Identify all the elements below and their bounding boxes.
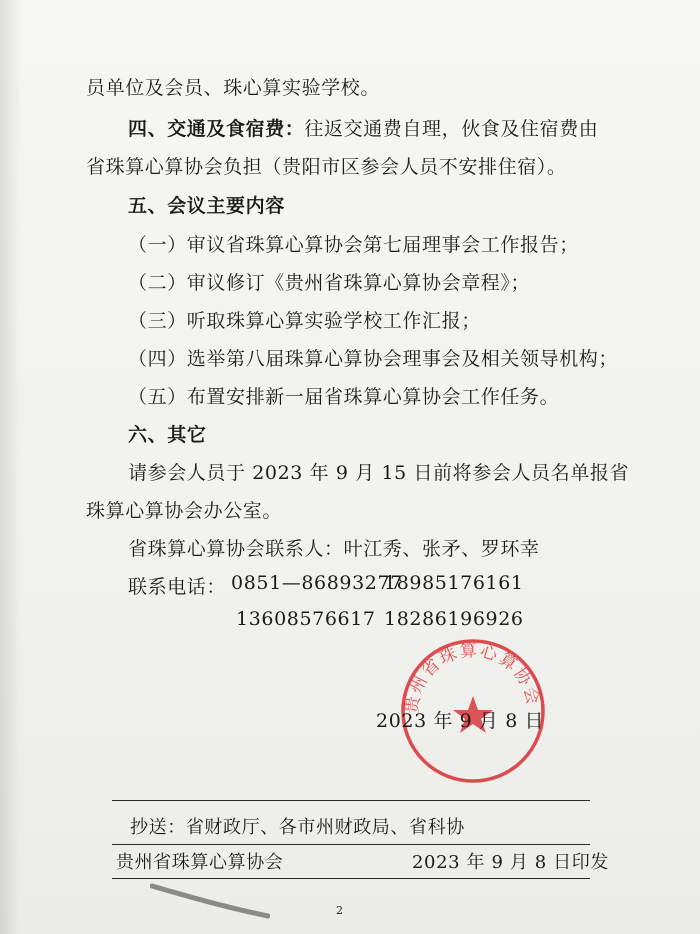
text-line-3: 省珠算心算协会负担（贵阳市区参会人员不安排住宿）。 xyxy=(86,156,567,178)
section-4-line xyxy=(128,114,598,141)
list-item-1: （一）审议省珠算心算协会第七届理事会工作报告； xyxy=(128,234,579,256)
phone-label: 联系电话： xyxy=(128,576,227,598)
cc-list: 省财政厅、各市州财政局、省科协 xyxy=(185,817,465,838)
paragraph-6-line-1: 请参会人员于 2023 年 9 月 15 日前将参会人员名单报省 xyxy=(128,462,630,484)
divider-top xyxy=(112,800,590,801)
section-4-title: 四、交通及食宿费： xyxy=(128,118,305,140)
list-item-5: （五）布置安排新一届省珠算心算协会工作任务。 xyxy=(128,386,560,408)
section-6-title: 六、其它 xyxy=(128,424,207,446)
list-item-2: （二）审议修订《贵州省珠算心算协会章程》； xyxy=(128,272,531,294)
signature-date: 2023 年 9 月 8 日 xyxy=(376,710,545,732)
scan-shadow xyxy=(0,0,22,934)
phone-number-3: 13608576617 xyxy=(236,608,376,630)
print-date: 2023 年 9 月 8 日印发 xyxy=(412,852,609,873)
section-4-text: 往返交通费自理，伙食及住宿费由 xyxy=(304,118,599,140)
text-line-1: 员单位及会员、珠心算实验学校。 xyxy=(86,77,381,99)
list-item-4: （四）选举第八届珠算心算协会理事会及相关领导机构； xyxy=(128,348,619,370)
paragraph-6-line-2: 珠算心算协会办公室。 xyxy=(86,500,283,522)
phone-number-4: 18286196926 xyxy=(384,608,524,630)
contact-persons: 省珠算心算协会联系人：叶江秀、张矛、罗环幸 xyxy=(128,538,540,560)
page-number: 2 xyxy=(336,904,343,917)
divider-bottom xyxy=(112,878,590,879)
divider-middle xyxy=(112,844,590,845)
section-5-title: 五、会议主要内容 xyxy=(128,195,285,217)
list-item-3: （三）听取珠算心算实验学校工作汇报； xyxy=(128,310,481,332)
phone-number-1: 0851—86893277 xyxy=(231,572,403,594)
cc-label: 抄送： xyxy=(130,817,186,838)
phone-number-2: 18985176161 xyxy=(384,572,524,594)
issuer: 贵州省珠算心算协会 xyxy=(116,852,284,873)
seal-text: 贵州省珠算心算协会 xyxy=(402,640,544,715)
scan-smudge xyxy=(150,880,270,920)
cc-line xyxy=(130,813,465,839)
